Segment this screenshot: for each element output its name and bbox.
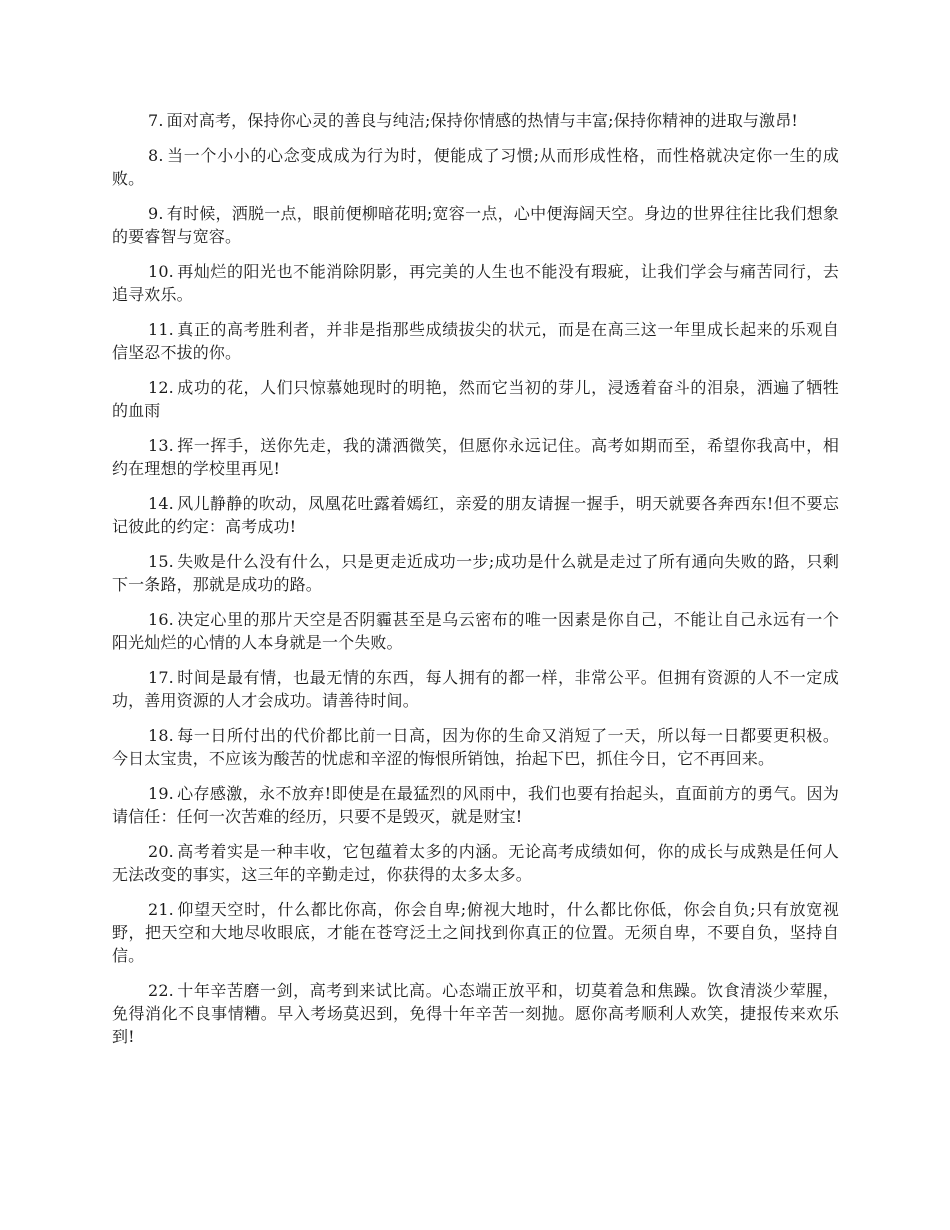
item-text: 决定心里的那片天空是否阴霾甚至是乌云密布的唯一因素是你自己，不能让自己永远有一个阳光灿烂的心情的人本身就是一个失败。 [112, 610, 839, 652]
item-text: 再灿烂的阳光也不能消除阴影，再完美的人生也不能没有瑕疵，让我们学会与痛苦同行，去追寻欢乐。 [112, 262, 839, 304]
item-number: 8. [148, 146, 164, 165]
item-number: 20. [148, 842, 174, 861]
item-number: 18. [148, 726, 174, 745]
item-number: 11. [148, 320, 174, 339]
item-text: 有时候，洒脱一点，眼前便柳暗花明;宽容一点，心中便海阔天空。身边的世界往往比我们想象的要睿智与宽容。 [112, 204, 839, 246]
item-text: 挥一挥手，送你先走，我的潇洒微笑，但愿你永远记住。高考如期而至，希望你我高中，相约在理想的学校里再见! [112, 436, 839, 478]
paragraph-14 [112, 492, 839, 538]
item-text: 每一日所付出的代价都比前一日高，因为你的生命又消短了一天，所以每一日都要更积极。今日太宝贵，不应该为酸苦的忧虑和辛涩的悔恨所销蚀，抬起下巴，抓住今日，它不再回来。 [112, 726, 839, 768]
paragraph-20 [112, 840, 839, 886]
paragraph-8 [112, 144, 839, 190]
item-number: 14. [148, 494, 174, 513]
item-text: 时间是最有情，也最无情的东西，每人拥有的都一样，非常公平。但拥有资源的人不一定成功，善用资源的人才会成功。请善待时间。 [112, 668, 839, 710]
paragraph-12 [112, 376, 839, 422]
item-text: 仰望天空时，什么都比你高，你会自卑;俯视大地时，什么都比你低，你会自负;只有放宽视野，把天空和大地尽收眼底，才能在苍穹泛土之间找到你真正的位置。无须自卑，不要自负，坚持自信。 [112, 900, 839, 965]
paragraph-16 [112, 608, 839, 654]
paragraph-10 [112, 260, 839, 306]
paragraph-19 [112, 782, 839, 828]
item-text: 真正的高考胜利者，并非是指那些成绩拔尖的状元，而是在高三这一年里成长起来的乐观自信坚忍不拔的你。 [112, 320, 839, 362]
paragraph-7 [112, 109, 839, 132]
item-number: 7. [148, 111, 164, 130]
item-number: 22. [148, 981, 174, 1000]
paragraph-18 [112, 724, 839, 770]
item-number: 12. [148, 378, 174, 397]
item-text: 失败是什么没有什么，只是更走近成功一步;成功是什么就是走过了所有通向失败的路，只剩下一条路，那就是成功的路。 [112, 552, 839, 594]
item-text: 面对高考，保持你心灵的善良与纯洁;保持你情感的热情与丰富;保持你精神的进取与激昂! [166, 111, 798, 130]
item-number: 17. [148, 668, 174, 687]
item-text: 心存感激，永不放弃!即使是在最猛烈的风雨中，我们也要有抬起头，直面前方的勇气。因为请信任：任何一次苦难的经历，只要不是毁灭，就是财宝! [112, 784, 839, 826]
item-text: 十年辛苦磨一剑，高考到来试比高。心态端正放平和，切莫着急和焦躁。饮食清淡少荤腥，免得消化不良事情糟。早入考场莫迟到，免得十年辛苦一刻抛。愿你高考顺利人欢笑，捷报传来欢乐到! [112, 981, 839, 1046]
item-text: 成功的花，人们只惊慕她现时的明艳，然而它当初的芽儿，浸透着奋斗的泪泉，洒遍了牺牲的血雨 [112, 378, 839, 420]
item-number: 15. [148, 552, 174, 571]
item-number: 19. [148, 784, 174, 803]
document-body [112, 109, 839, 1060]
paragraph-21 [112, 898, 839, 967]
paragraph-13 [112, 434, 839, 480]
paragraph-9 [112, 202, 839, 248]
paragraph-17 [112, 666, 839, 712]
item-text: 高考着实是一种丰收，它包蕴着太多的内涵。无论高考成绩如何，你的成长与成熟是任何人无法改变的事实，这三年的辛勤走过，你获得的太多太多。 [112, 842, 839, 884]
item-text: 当一个小小的心念变成成为行为时，便能成了习惯;从而形成性格，而性格就决定你一生的成败。 [112, 146, 839, 188]
item-number: 13. [148, 436, 174, 455]
paragraph-11 [112, 318, 839, 364]
item-number: 9. [148, 204, 164, 223]
paragraph-22 [112, 979, 839, 1048]
item-number: 16. [148, 610, 174, 629]
item-number: 21. [148, 900, 174, 919]
item-number: 10. [148, 262, 174, 281]
item-text: 风儿静静的吹动，凤凰花吐露着嫣红，亲爱的朋友请握一握手，明天就要各奔西东!但不要忘记彼此的约定：高考成功! [112, 494, 839, 536]
paragraph-15 [112, 550, 839, 596]
